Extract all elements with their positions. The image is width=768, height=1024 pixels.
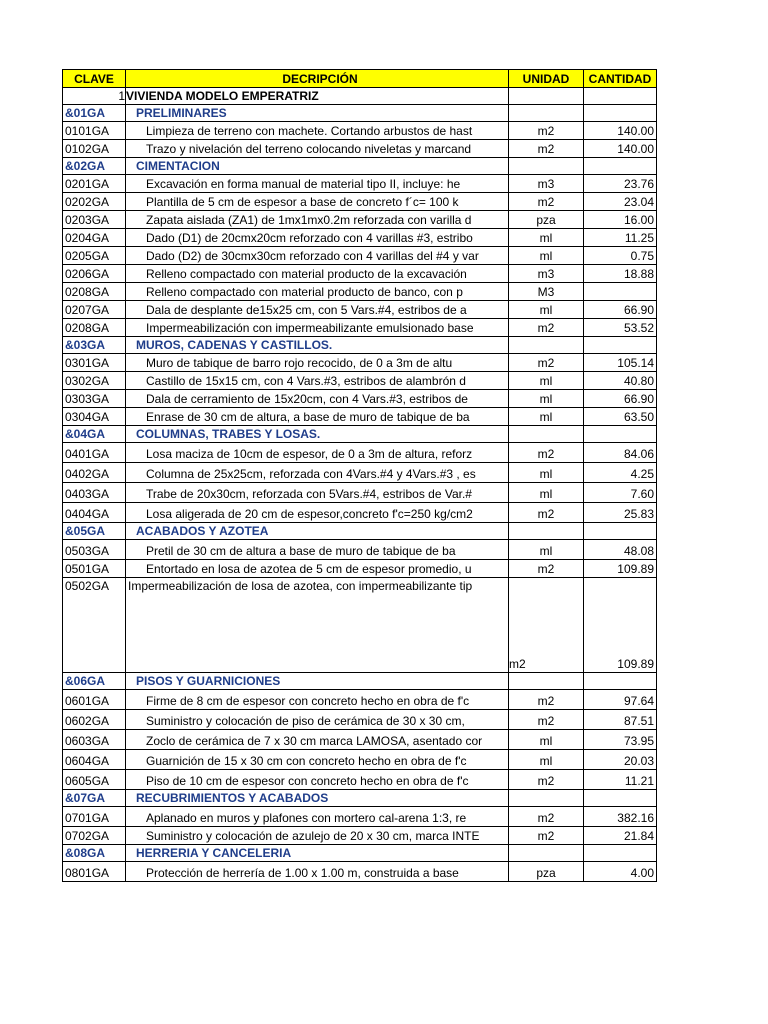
item-unit: m2 xyxy=(509,354,584,372)
item-unit: pza xyxy=(509,862,584,882)
item-unit: m2 xyxy=(509,193,584,211)
table-row xyxy=(63,862,657,882)
item-quantity: 97.64 xyxy=(584,690,657,710)
section-code: &05GA xyxy=(63,523,126,540)
item-description: Dala de desplante de15x25 cm, con 5 Vars.#4, estribos de a xyxy=(126,301,509,319)
item-code: 0208GA xyxy=(63,319,126,337)
table-row xyxy=(63,354,657,372)
project-unit-cell xyxy=(509,88,584,105)
item-code: 0401GA xyxy=(63,443,126,463)
table-row xyxy=(63,283,657,301)
section-code: &04GA xyxy=(63,426,126,443)
item-quantity: 7.60 xyxy=(584,483,657,503)
item-description: Aplanado en muros y plafones con mortero cal-arena 1:3, re xyxy=(126,807,509,827)
table-row xyxy=(63,372,657,390)
item-code: 0101GA xyxy=(63,122,126,140)
item-description: Trazo y nivelación del terreno colocando niveletas y marcand xyxy=(126,140,509,158)
section-title: PISOS Y GUARNICIONES xyxy=(126,673,509,690)
table-row xyxy=(63,730,657,750)
item-description: Entortado en losa de azotea de 5 cm de espesor promedio, u xyxy=(126,560,509,578)
section-code: &08GA xyxy=(63,845,126,862)
item-quantity: 66.90 xyxy=(584,301,657,319)
header-cantidad: CANTIDAD xyxy=(584,70,657,88)
item-unit: m2 xyxy=(509,503,584,523)
item-unit xyxy=(509,337,584,354)
header-clave: CLAVE xyxy=(63,70,126,88)
item-quantity: 53.52 xyxy=(584,319,657,337)
item-quantity: 4.00 xyxy=(584,862,657,882)
table-row xyxy=(63,710,657,730)
item-unit: m2 xyxy=(509,710,584,730)
project-qty-cell xyxy=(584,88,657,105)
item-quantity: 140.00 xyxy=(584,122,657,140)
item-unit xyxy=(509,158,584,175)
section-row xyxy=(63,845,657,862)
item-unit: m2 xyxy=(509,807,584,827)
item-description: Suministro y colocación de piso de cerámica de 30 x 30 cm, xyxy=(126,710,509,730)
item-code: 0203GA xyxy=(63,211,126,229)
item-description: Plantilla de 5 cm de espesor a base de concreto f´c= 100 k xyxy=(126,193,509,211)
item-quantity: 109.89 xyxy=(584,560,657,578)
section-title: COLUMNAS, TRABES Y LOSAS. xyxy=(126,426,509,443)
section-title: RECUBRIMIENTOS Y ACABADOS xyxy=(126,790,509,807)
header-row xyxy=(63,70,657,88)
item-quantity: 11.25 xyxy=(584,229,657,247)
item-description: Relleno compactado con material producto de banco, con p xyxy=(126,283,509,301)
item-quantity xyxy=(584,523,657,540)
item-code: 0502GA xyxy=(63,578,126,673)
item-code: 0604GA xyxy=(63,750,126,770)
item-quantity xyxy=(584,105,657,122)
section-row xyxy=(63,673,657,690)
item-quantity: 18.88 xyxy=(584,265,657,283)
table-row xyxy=(63,690,657,710)
item-description: Enrase de 30 cm de altura, a base de muro de tabique de ba xyxy=(126,408,509,426)
item-code: 0603GA xyxy=(63,730,126,750)
table-row xyxy=(63,265,657,283)
item-unit: ml xyxy=(509,372,584,390)
item-code: 0202GA xyxy=(63,193,126,211)
section-row xyxy=(63,158,657,175)
item-unit: ml xyxy=(509,540,584,560)
item-code: 0205GA xyxy=(63,247,126,265)
item-quantity: 0.75 xyxy=(584,247,657,265)
item-quantity xyxy=(584,790,657,807)
table-row xyxy=(63,503,657,523)
item-quantity: 21.84 xyxy=(584,827,657,845)
item-description: Zapata aislada (ZA1) de 1mx1mx0.2m reforzada con varilla d xyxy=(126,211,509,229)
table-row xyxy=(63,463,657,483)
item-description: Impermeabilización de losa de azotea, con impermeabilizante tip xyxy=(126,578,509,673)
item-unit xyxy=(509,845,584,862)
item-unit: m2 xyxy=(509,770,584,790)
table-row xyxy=(63,301,657,319)
section-code: &03GA xyxy=(63,337,126,354)
item-quantity: 105.14 xyxy=(584,354,657,372)
item-code: 0207GA xyxy=(63,301,126,319)
item-quantity: 87.51 xyxy=(584,710,657,730)
item-quantity xyxy=(584,845,657,862)
section-code: &01GA xyxy=(63,105,126,122)
section-title: HERRERIA Y CANCELERIA xyxy=(126,845,509,862)
item-unit xyxy=(509,790,584,807)
section-code: &02GA xyxy=(63,158,126,175)
item-unit xyxy=(509,426,584,443)
item-code: 0403GA xyxy=(63,483,126,503)
item-description: Dado (D1) de 20cmx20cm reforzado con 4 varillas #3, estribo xyxy=(126,229,509,247)
item-unit: ml xyxy=(509,750,584,770)
item-code: 0302GA xyxy=(63,372,126,390)
item-quantity: 4.25 xyxy=(584,463,657,483)
item-code: 0701GA xyxy=(63,807,126,827)
item-unit: ml xyxy=(509,229,584,247)
item-quantity: 140.00 xyxy=(584,140,657,158)
item-unit: ml xyxy=(509,301,584,319)
item-quantity: 84.06 xyxy=(584,443,657,463)
table-row xyxy=(63,229,657,247)
item-code: 0801GA xyxy=(63,862,126,882)
item-unit: pza xyxy=(509,211,584,229)
item-description: Excavación en forma manual de material tipo II, incluye: he xyxy=(126,175,509,193)
section-row xyxy=(63,523,657,540)
table-row xyxy=(63,578,657,673)
item-unit: m2 xyxy=(509,140,584,158)
item-description: Pretil de 30 cm de altura a base de muro de tabique de ba xyxy=(126,540,509,560)
table-row xyxy=(63,483,657,503)
table-row xyxy=(63,540,657,560)
item-quantity: 16.00 xyxy=(584,211,657,229)
project-title: VIVIENDA MODELO EMPERATRIZ xyxy=(126,88,509,105)
section-title: PRELIMINARES xyxy=(126,105,509,122)
item-unit: m2 xyxy=(509,122,584,140)
table-row xyxy=(63,193,657,211)
project-title-row xyxy=(63,88,657,105)
item-quantity: 66.90 xyxy=(584,390,657,408)
item-unit: m3 xyxy=(509,175,584,193)
item-quantity: 382.16 xyxy=(584,807,657,827)
item-description: Losa maciza de 10cm de espesor, de 0 a 3m de altura, reforz xyxy=(126,443,509,463)
item-quantity xyxy=(584,337,657,354)
item-description: Firme de 8 cm de espesor con concreto hecho en obra de f'c xyxy=(126,690,509,710)
item-description: Protección de herrería de 1.00 x 1.00 m, construida a base xyxy=(126,862,509,882)
item-quantity: 63.50 xyxy=(584,408,657,426)
item-unit: ml xyxy=(509,730,584,750)
table-row xyxy=(63,175,657,193)
table-row xyxy=(63,560,657,578)
item-description: Suministro y colocación de azulejo de 20 x 30 cm, marca INTE xyxy=(126,827,509,845)
item-code: 0201GA xyxy=(63,175,126,193)
item-unit xyxy=(509,673,584,690)
table-row xyxy=(63,140,657,158)
section-code: &07GA xyxy=(63,790,126,807)
item-description: Muro de tabique de barro rojo recocido, de 0 a 3m de altu xyxy=(126,354,509,372)
item-quantity: 109.89 xyxy=(584,578,657,673)
item-code: 0301GA xyxy=(63,354,126,372)
item-quantity: 11.21 xyxy=(584,770,657,790)
item-quantity: 73.95 xyxy=(584,730,657,750)
item-quantity: 48.08 xyxy=(584,540,657,560)
item-quantity: 20.03 xyxy=(584,750,657,770)
section-title: CIMENTACION xyxy=(126,158,509,175)
header-unidad: UNIDAD xyxy=(509,70,584,88)
item-code: 0702GA xyxy=(63,827,126,845)
section-row xyxy=(63,105,657,122)
item-unit: m2 xyxy=(509,690,584,710)
item-unit: M3 xyxy=(509,283,584,301)
item-quantity xyxy=(584,673,657,690)
table-row xyxy=(63,770,657,790)
item-unit xyxy=(509,523,584,540)
table-row xyxy=(63,247,657,265)
section-code: &06GA xyxy=(63,673,126,690)
item-description: Castillo de 15x15 cm, con 4 Vars.#3, estribos de alambrón d xyxy=(126,372,509,390)
item-description: Piso de 10 cm de espesor con concreto hecho en obra de f'c xyxy=(126,770,509,790)
table-row xyxy=(63,122,657,140)
item-code: 0404GA xyxy=(63,503,126,523)
item-quantity: 23.76 xyxy=(584,175,657,193)
item-unit: ml xyxy=(509,390,584,408)
table-row xyxy=(63,408,657,426)
item-quantity xyxy=(584,158,657,175)
item-unit: m2 xyxy=(509,560,584,578)
table-row xyxy=(63,750,657,770)
item-description: Guarnición de 15 x 30 cm con concreto hecho en obra de f'c xyxy=(126,750,509,770)
item-quantity: 40.80 xyxy=(584,372,657,390)
table-row xyxy=(63,211,657,229)
item-code: 0206GA xyxy=(63,265,126,283)
item-description: Zoclo de cerámica de 7 x 30 cm marca LAMOSA, asentado cor xyxy=(126,730,509,750)
budget-table xyxy=(62,69,657,882)
item-code: 0605GA xyxy=(63,770,126,790)
item-code: 0501GA xyxy=(63,560,126,578)
item-quantity xyxy=(584,426,657,443)
table-row xyxy=(63,807,657,827)
table-row xyxy=(63,827,657,845)
item-unit: m2 xyxy=(509,443,584,463)
item-quantity: 23.04 xyxy=(584,193,657,211)
item-unit: m2 xyxy=(509,827,584,845)
header-descripcion: DECRIPCIÓN xyxy=(126,70,509,88)
item-description: Columna de 25x25cm, reforzada con 4Vars.#4 y 4Vars.#3 , es xyxy=(126,463,509,483)
item-code: 0204GA xyxy=(63,229,126,247)
item-unit: m3 xyxy=(509,265,584,283)
item-quantity: 25.83 xyxy=(584,503,657,523)
item-code: 0303GA xyxy=(63,390,126,408)
item-description: Relleno compactado con material producto de la excavación xyxy=(126,265,509,283)
item-code: 0602GA xyxy=(63,710,126,730)
item-code: 0102GA xyxy=(63,140,126,158)
item-description: Impermeabilización con impermeabilizante emulsionado base xyxy=(126,319,509,337)
item-code: 0503GA xyxy=(63,540,126,560)
item-unit: ml xyxy=(509,247,584,265)
item-code: 0208GA xyxy=(63,283,126,301)
item-code: 0601GA xyxy=(63,690,126,710)
item-unit: m2 xyxy=(509,319,584,337)
section-row xyxy=(63,337,657,354)
section-title: ACABADOS Y AZOTEA xyxy=(126,523,509,540)
item-description: Limpieza de terreno con machete. Cortando arbustos de hast xyxy=(126,122,509,140)
item-unit: ml xyxy=(509,483,584,503)
item-unit: ml xyxy=(509,408,584,426)
table-row xyxy=(63,390,657,408)
project-number: 1 xyxy=(63,88,126,105)
section-title: MUROS, CADENAS Y CASTILLOS. xyxy=(126,337,509,354)
table-row xyxy=(63,443,657,463)
section-row xyxy=(63,790,657,807)
section-row xyxy=(63,426,657,443)
table-row xyxy=(63,319,657,337)
item-unit xyxy=(509,105,584,122)
item-description: Dado (D2) de 30cmx30cm reforzado con 4 varillas del #4 y var xyxy=(126,247,509,265)
item-code: 0304GA xyxy=(63,408,126,426)
item-quantity xyxy=(584,283,657,301)
item-description: Trabe de 20x30cm, reforzada con 5Vars.#4, estribos de Var.# xyxy=(126,483,509,503)
item-code: 0402GA xyxy=(63,463,126,483)
item-description: Dala de cerramiento de 15x20cm, con 4 Vars.#3, estribos de xyxy=(126,390,509,408)
item-description: Losa aligerada de 20 cm de espesor,concreto f'c=250 kg/cm2 xyxy=(126,503,509,523)
item-unit: m2 xyxy=(509,578,584,673)
item-unit: ml xyxy=(509,463,584,483)
